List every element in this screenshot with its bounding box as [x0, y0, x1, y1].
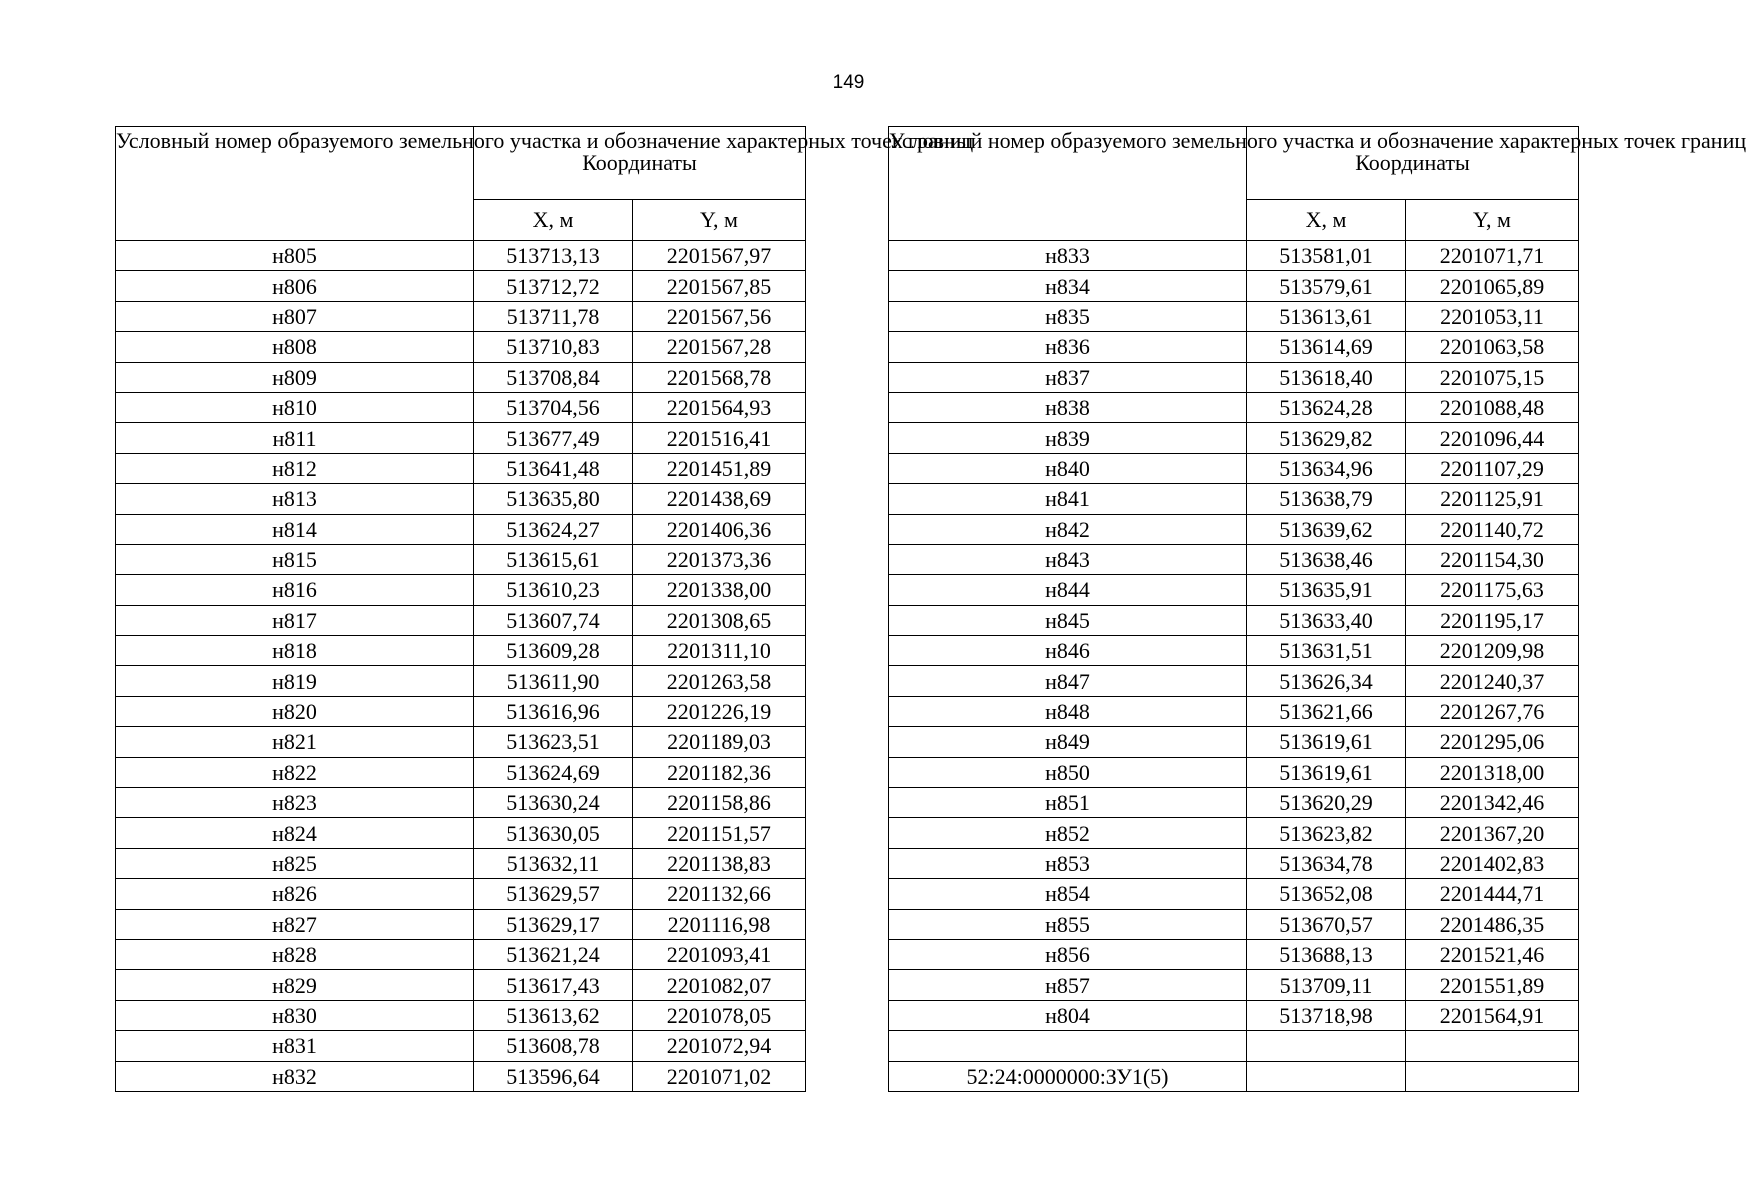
- page-number: 149: [832, 72, 865, 93]
- point-name-cell: н813: [116, 484, 474, 514]
- header-x: X, м: [474, 200, 633, 241]
- table-row: [116, 696, 806, 726]
- y-coordinate-cell: [1406, 1031, 1579, 1061]
- y-coordinate-cell: 2201567,28: [633, 332, 806, 362]
- point-name-cell: н835: [889, 301, 1247, 331]
- y-coordinate-cell: 2201338,00: [633, 575, 806, 605]
- y-coordinate-cell: 2201063,58: [1406, 332, 1579, 362]
- x-coordinate-cell: 513581,01: [1247, 241, 1406, 271]
- x-coordinate-cell: 513610,23: [474, 575, 633, 605]
- header-y: Y, м: [1406, 200, 1579, 241]
- point-name-cell: н808: [116, 332, 474, 362]
- y-coordinate-cell: 2201175,63: [1406, 575, 1579, 605]
- y-coordinate-cell: 2201078,05: [633, 1000, 806, 1030]
- y-coordinate-cell: 2201151,57: [633, 818, 806, 848]
- table-row: [116, 514, 806, 544]
- table-row: [116, 788, 806, 818]
- table-row: [116, 605, 806, 635]
- table-row: [116, 575, 806, 605]
- x-coordinate-cell: 513638,46: [1247, 544, 1406, 574]
- table-row: [889, 848, 1579, 878]
- x-coordinate-cell: 513626,34: [1247, 666, 1406, 696]
- point-name-cell: н821: [116, 727, 474, 757]
- x-coordinate-cell: [1247, 1031, 1406, 1061]
- x-coordinate-cell: 513620,29: [1247, 788, 1406, 818]
- table-row: [889, 666, 1579, 696]
- x-coordinate-cell: 513623,51: [474, 727, 633, 757]
- y-coordinate-cell: 2201564,93: [633, 392, 806, 422]
- point-name-cell: н841: [889, 484, 1247, 514]
- point-name-cell: н852: [889, 818, 1247, 848]
- x-coordinate-cell: 513718,98: [1247, 1000, 1406, 1030]
- x-coordinate-cell: 513704,56: [474, 392, 633, 422]
- point-name-cell: н845: [889, 605, 1247, 635]
- point-name-cell: н826: [116, 879, 474, 909]
- table-row: [116, 1061, 806, 1091]
- x-coordinate-cell: 513677,49: [474, 423, 633, 453]
- y-coordinate-cell: 2201189,03: [633, 727, 806, 757]
- y-coordinate-cell: 2201367,20: [1406, 818, 1579, 848]
- point-name-cell: н847: [889, 666, 1247, 696]
- table-row: [889, 636, 1579, 666]
- table-row: [889, 241, 1579, 271]
- point-name-cell: н843: [889, 544, 1247, 574]
- table-row: [889, 970, 1579, 1000]
- table-row: [116, 970, 806, 1000]
- point-name-cell: н812: [116, 453, 474, 483]
- y-coordinate-cell: 2201071,02: [633, 1061, 806, 1091]
- point-name-cell: н853: [889, 848, 1247, 878]
- x-coordinate-cell: 513624,69: [474, 757, 633, 787]
- x-coordinate-cell: 513709,11: [1247, 970, 1406, 1000]
- table-row: [116, 453, 806, 483]
- point-name-cell: н818: [116, 636, 474, 666]
- table-row: [889, 271, 1579, 301]
- table-row: [116, 727, 806, 757]
- table-row: [889, 879, 1579, 909]
- y-coordinate-cell: 2201311,10: [633, 636, 806, 666]
- x-coordinate-cell: 513631,51: [1247, 636, 1406, 666]
- point-name-cell: н836: [889, 332, 1247, 362]
- table-row: [116, 241, 806, 271]
- point-name-cell: н820: [116, 696, 474, 726]
- table-row: [116, 818, 806, 848]
- table-row: [889, 696, 1579, 726]
- point-name-cell: н804: [889, 1000, 1247, 1030]
- y-coordinate-cell: 2201154,30: [1406, 544, 1579, 574]
- point-name-cell: н824: [116, 818, 474, 848]
- table-row: [116, 909, 806, 939]
- y-coordinate-cell: 2201406,36: [633, 514, 806, 544]
- y-coordinate-cell: 2201267,76: [1406, 696, 1579, 726]
- x-coordinate-cell: 513634,78: [1247, 848, 1406, 878]
- header-coordinates: Координаты: [1247, 127, 1579, 200]
- header-point-name: Условный номер образуемого земельного участка и обозначение характерных точек границ: [116, 127, 474, 241]
- x-coordinate-cell: 513607,74: [474, 605, 633, 635]
- x-coordinate-cell: 513688,13: [1247, 939, 1406, 969]
- y-coordinate-cell: 2201107,29: [1406, 453, 1579, 483]
- table-row: [116, 332, 806, 362]
- point-name-cell: н825: [116, 848, 474, 878]
- y-coordinate-cell: 2201551,89: [1406, 970, 1579, 1000]
- point-name-cell: н842: [889, 514, 1247, 544]
- point-name-cell: н850: [889, 757, 1247, 787]
- x-coordinate-cell: 513613,62: [474, 1000, 633, 1030]
- table-row: [116, 271, 806, 301]
- point-name-cell: н823: [116, 788, 474, 818]
- y-coordinate-cell: 2201568,78: [633, 362, 806, 392]
- x-coordinate-cell: 513641,48: [474, 453, 633, 483]
- x-coordinate-cell: 513619,61: [1247, 727, 1406, 757]
- point-name-cell: н830: [116, 1000, 474, 1030]
- point-name-cell: н809: [116, 362, 474, 392]
- table-row: [116, 636, 806, 666]
- x-coordinate-cell: 513609,28: [474, 636, 633, 666]
- x-coordinate-cell: 513713,13: [474, 241, 633, 271]
- point-name-cell: н851: [889, 788, 1247, 818]
- point-name-cell: н855: [889, 909, 1247, 939]
- x-coordinate-cell: 513712,72: [474, 271, 633, 301]
- table-row: [889, 939, 1579, 969]
- x-coordinate-cell: 513638,79: [1247, 484, 1406, 514]
- table-row: [116, 301, 806, 331]
- x-coordinate-cell: 513621,24: [474, 939, 633, 969]
- x-coordinate-cell: 513652,08: [1247, 879, 1406, 909]
- x-coordinate-cell: 513624,27: [474, 514, 633, 544]
- point-name-cell: н849: [889, 727, 1247, 757]
- point-name-cell: н857: [889, 970, 1247, 1000]
- table-row: [889, 575, 1579, 605]
- y-coordinate-cell: 2201451,89: [633, 453, 806, 483]
- point-name-cell: н846: [889, 636, 1247, 666]
- y-coordinate-cell: 2201053,11: [1406, 301, 1579, 331]
- y-coordinate-cell: 2201564,91: [1406, 1000, 1579, 1030]
- x-coordinate-cell: 513596,64: [474, 1061, 633, 1091]
- point-name-cell: н837: [889, 362, 1247, 392]
- table-row: [116, 1031, 806, 1061]
- x-coordinate-cell: 513613,61: [1247, 301, 1406, 331]
- y-coordinate-cell: 2201444,71: [1406, 879, 1579, 909]
- y-coordinate-cell: 2201071,71: [1406, 241, 1579, 271]
- point-name-cell: н827: [116, 909, 474, 939]
- x-coordinate-cell: [1247, 1061, 1406, 1091]
- table-row: [889, 514, 1579, 544]
- y-coordinate-cell: 2201486,35: [1406, 909, 1579, 939]
- y-coordinate-cell: 2201516,41: [633, 423, 806, 453]
- y-coordinate-cell: [1406, 1061, 1579, 1091]
- point-name-cell: н833: [889, 241, 1247, 271]
- y-coordinate-cell: 2201438,69: [633, 484, 806, 514]
- y-coordinate-cell: 2201182,36: [633, 757, 806, 787]
- point-name-cell: н811: [116, 423, 474, 453]
- parcel-label-cell: 52:24:0000000:ЗУ1(5): [889, 1061, 1247, 1091]
- x-coordinate-cell: 513615,61: [474, 544, 633, 574]
- x-coordinate-cell: 513619,61: [1247, 757, 1406, 787]
- table-row: [116, 848, 806, 878]
- x-coordinate-cell: 513611,90: [474, 666, 633, 696]
- x-coordinate-cell: 513608,78: [474, 1031, 633, 1061]
- y-coordinate-cell: 2201567,85: [633, 271, 806, 301]
- table-row: [889, 453, 1579, 483]
- x-coordinate-cell: 513708,84: [474, 362, 633, 392]
- point-name-cell: н839: [889, 423, 1247, 453]
- table-row: [889, 605, 1579, 635]
- point-name-cell: н840: [889, 453, 1247, 483]
- point-name-cell: н822: [116, 757, 474, 787]
- table-row: [889, 757, 1579, 787]
- y-coordinate-cell: 2201195,17: [1406, 605, 1579, 635]
- table-row: [889, 301, 1579, 331]
- y-coordinate-cell: 2201521,46: [1406, 939, 1579, 969]
- x-coordinate-cell: 513633,40: [1247, 605, 1406, 635]
- point-name-cell: н806: [116, 271, 474, 301]
- y-coordinate-cell: 2201132,66: [633, 879, 806, 909]
- table-row: [116, 544, 806, 574]
- x-coordinate-cell: 513579,61: [1247, 271, 1406, 301]
- point-name-cell: н828: [116, 939, 474, 969]
- table-row: [116, 666, 806, 696]
- table-row: [889, 484, 1579, 514]
- x-coordinate-cell: 513635,91: [1247, 575, 1406, 605]
- y-coordinate-cell: 2201209,98: [1406, 636, 1579, 666]
- x-coordinate-cell: 513670,57: [1247, 909, 1406, 939]
- point-name-cell: н815: [116, 544, 474, 574]
- x-coordinate-cell: 513623,82: [1247, 818, 1406, 848]
- point-name-cell: н805: [116, 241, 474, 271]
- table-row: [116, 879, 806, 909]
- point-name-cell: н854: [889, 879, 1247, 909]
- y-coordinate-cell: 2201567,97: [633, 241, 806, 271]
- y-coordinate-cell: 2201373,36: [633, 544, 806, 574]
- table-row: [116, 362, 806, 392]
- y-coordinate-cell: 2201158,86: [633, 788, 806, 818]
- x-coordinate-cell: 513624,28: [1247, 392, 1406, 422]
- table-row: [889, 1000, 1579, 1030]
- coordinates-table-left: [115, 126, 974, 1092]
- point-name-cell: н817: [116, 605, 474, 635]
- point-name-cell: н810: [116, 392, 474, 422]
- table-row: [889, 423, 1579, 453]
- table-row: [889, 362, 1579, 392]
- y-coordinate-cell: 2201140,72: [1406, 514, 1579, 544]
- point-name-cell: н834: [889, 271, 1247, 301]
- point-name-cell: н819: [116, 666, 474, 696]
- y-coordinate-cell: 2201318,00: [1406, 757, 1579, 787]
- y-coordinate-cell: 2201093,41: [633, 939, 806, 969]
- point-name-cell: н814: [116, 514, 474, 544]
- x-coordinate-cell: 513632,11: [474, 848, 633, 878]
- x-coordinate-cell: 513639,62: [1247, 514, 1406, 544]
- y-coordinate-cell: 2201402,83: [1406, 848, 1579, 878]
- table-row: [889, 727, 1579, 757]
- table-row: [889, 332, 1579, 362]
- y-coordinate-cell: 2201138,83: [633, 848, 806, 878]
- point-name-cell: н844: [889, 575, 1247, 605]
- header-point-name: Условный номер образуемого земельного участка и обозначение характерных точек границ: [889, 127, 1247, 241]
- point-name-cell: н856: [889, 939, 1247, 969]
- point-name-cell: [889, 1031, 1247, 1061]
- x-coordinate-cell: 513630,05: [474, 818, 633, 848]
- table-row: [889, 544, 1579, 574]
- x-coordinate-cell: 513629,57: [474, 879, 633, 909]
- table-row: [889, 1031, 1579, 1061]
- header-x: X, м: [1247, 200, 1406, 241]
- point-name-cell: н807: [116, 301, 474, 331]
- x-coordinate-cell: 513621,66: [1247, 696, 1406, 726]
- y-coordinate-cell: 2201567,56: [633, 301, 806, 331]
- y-coordinate-cell: 2201125,91: [1406, 484, 1579, 514]
- x-coordinate-cell: 513616,96: [474, 696, 633, 726]
- header-coordinates: Координаты: [474, 127, 806, 200]
- point-name-cell: н831: [116, 1031, 474, 1061]
- y-coordinate-cell: 2201088,48: [1406, 392, 1579, 422]
- x-coordinate-cell: 513614,69: [1247, 332, 1406, 362]
- table-row: [116, 939, 806, 969]
- coordinates-table-right: [888, 126, 1746, 1092]
- y-coordinate-cell: 2201342,46: [1406, 788, 1579, 818]
- x-coordinate-cell: 513629,17: [474, 909, 633, 939]
- y-coordinate-cell: 2201065,89: [1406, 271, 1579, 301]
- table-row: [116, 484, 806, 514]
- x-coordinate-cell: 513710,83: [474, 332, 633, 362]
- x-coordinate-cell: 513618,40: [1247, 362, 1406, 392]
- x-coordinate-cell: 513711,78: [474, 301, 633, 331]
- point-name-cell: н832: [116, 1061, 474, 1091]
- y-coordinate-cell: 2201308,65: [633, 605, 806, 635]
- point-name-cell: н829: [116, 970, 474, 1000]
- y-coordinate-cell: 2201082,07: [633, 970, 806, 1000]
- table-row: [889, 909, 1579, 939]
- y-coordinate-cell: 2201295,06: [1406, 727, 1579, 757]
- table-row: [116, 1000, 806, 1030]
- y-coordinate-cell: 2201116,98: [633, 909, 806, 939]
- table-row: [889, 1061, 1579, 1091]
- point-name-cell: н838: [889, 392, 1247, 422]
- table-row: [116, 392, 806, 422]
- y-coordinate-cell: 2201226,19: [633, 696, 806, 726]
- table-row: [889, 818, 1579, 848]
- x-coordinate-cell: 513635,80: [474, 484, 633, 514]
- table-row: [116, 757, 806, 787]
- y-coordinate-cell: 2201263,58: [633, 666, 806, 696]
- y-coordinate-cell: 2201075,15: [1406, 362, 1579, 392]
- table-row: [889, 392, 1579, 422]
- table-row: [889, 788, 1579, 818]
- x-coordinate-cell: 513634,96: [1247, 453, 1406, 483]
- y-coordinate-cell: 2201240,37: [1406, 666, 1579, 696]
- point-name-cell: н816: [116, 575, 474, 605]
- x-coordinate-cell: 513630,24: [474, 788, 633, 818]
- x-coordinate-cell: 513617,43: [474, 970, 633, 1000]
- y-coordinate-cell: 2201072,94: [633, 1031, 806, 1061]
- point-name-cell: н848: [889, 696, 1247, 726]
- table-row: [116, 423, 806, 453]
- x-coordinate-cell: 513629,82: [1247, 423, 1406, 453]
- header-y: Y, м: [633, 200, 806, 241]
- y-coordinate-cell: 2201096,44: [1406, 423, 1579, 453]
